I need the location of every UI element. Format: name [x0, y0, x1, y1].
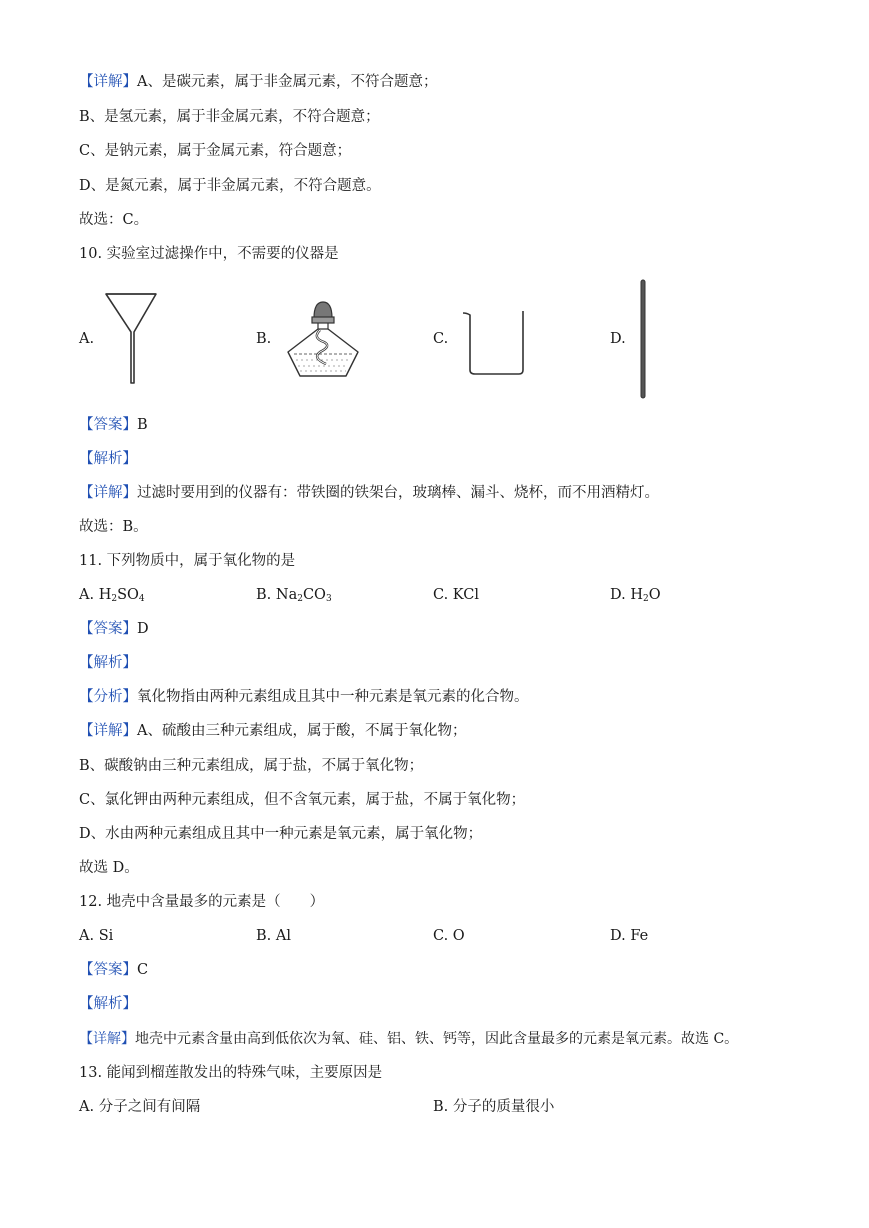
q11-option-c: C. KCl	[433, 587, 479, 603]
q10-stem: 10. 实验室过滤操作中，不需要的仪器是	[79, 246, 339, 262]
q10-conclusion: 故选：B。	[79, 519, 148, 535]
funnel-icon	[103, 290, 159, 390]
q10-option-d-label: D.	[610, 331, 626, 347]
q11-detail-line-a: 【详解】A、硫酸由三种元素组成，属于酸，不属于氧化物；	[79, 723, 467, 739]
q12-stem: 12. 地壳中含量最多的元素是（ ）	[79, 894, 325, 910]
q9-detail-line-a: 【详解】A、是碳元素，属于非金属元素，不符合题意；	[79, 74, 438, 90]
q12-option-c: C. O	[433, 928, 465, 944]
q11-analysis: 【分析】氧化物指由两种元素组成且其中一种元素是氧元素的化合物。	[79, 689, 529, 705]
q11-analysis-tag: 【解析】	[79, 655, 137, 671]
q10-analysis-tag: 【解析】	[79, 451, 137, 467]
q11-answer: 【答案】D	[79, 621, 149, 637]
q12-option-d: D. Fe	[610, 928, 649, 944]
q9-detail-line-d: D、是氮元素，属于非金属元素，不符合题意。	[79, 178, 381, 194]
q9-detail-line-b: B、是氢元素，属于非金属元素，不符合题意；	[79, 109, 380, 125]
q10-option-b-label: B.	[256, 331, 272, 347]
detail-tag: 【详解】	[79, 74, 137, 90]
q13-option-b: B. 分子的质量很小	[433, 1099, 555, 1115]
q11-option-b: B. $Na_2CO_3$	[256, 587, 332, 604]
q11-option-a: A. $H_2SO_4$	[79, 587, 145, 604]
q11-stem: 11. 下列物质中，属于氧化物的是	[79, 553, 296, 569]
beaker-icon	[461, 308, 527, 382]
q9-detail-line-c: C、是钠元素，属于金属元素，符合题意；	[79, 143, 352, 159]
q11-detail-line-b: B、碳酸钠由三种元素组成，属于盐，不属于氧化物；	[79, 758, 424, 774]
q13-stem: 13. 能闻到榴莲散发出的特殊气味，主要原因是	[79, 1065, 383, 1081]
q12-option-b: B. Al	[256, 928, 291, 944]
q10-answer: 【答案】B	[79, 417, 148, 433]
alcohol-lamp-icon	[282, 298, 366, 386]
q11-detail-line-d: D、水由两种元素组成且其中一种元素是氧元素，属于氧化物；	[79, 826, 483, 842]
glass-rod-icon	[638, 278, 648, 404]
q10-option-c-label: C.	[433, 331, 449, 347]
q11-detail-line-c: C、氯化钾由两种元素组成，但不含氧元素，属于盐，不属于氧化物；	[79, 792, 526, 808]
q9-conclusion: 故选：C。	[79, 212, 149, 228]
q12-analysis-tag: 【解析】	[79, 996, 137, 1012]
q10-option-a-label: A.	[79, 331, 95, 347]
q12-detail: 【详解】地壳中元素含量由高到低依次为氧、硅、铝、铁、钙等，因此含量最多的元素是氧元素。故选 C。	[79, 1031, 739, 1047]
q10-detail: 【详解】过滤时要用到的仪器有：带铁圈的铁架台，玻璃棒、漏斗、烧杯，而不用酒精灯。	[79, 485, 659, 501]
q11-conclusion: 故选 D。	[79, 860, 139, 876]
q11-option-d: D. $H_2O$	[610, 587, 661, 604]
q13-option-a: A. 分子之间有间隔	[79, 1099, 201, 1115]
q12-answer: 【答案】C	[79, 962, 149, 978]
q12-option-a: A. Si	[79, 928, 114, 944]
